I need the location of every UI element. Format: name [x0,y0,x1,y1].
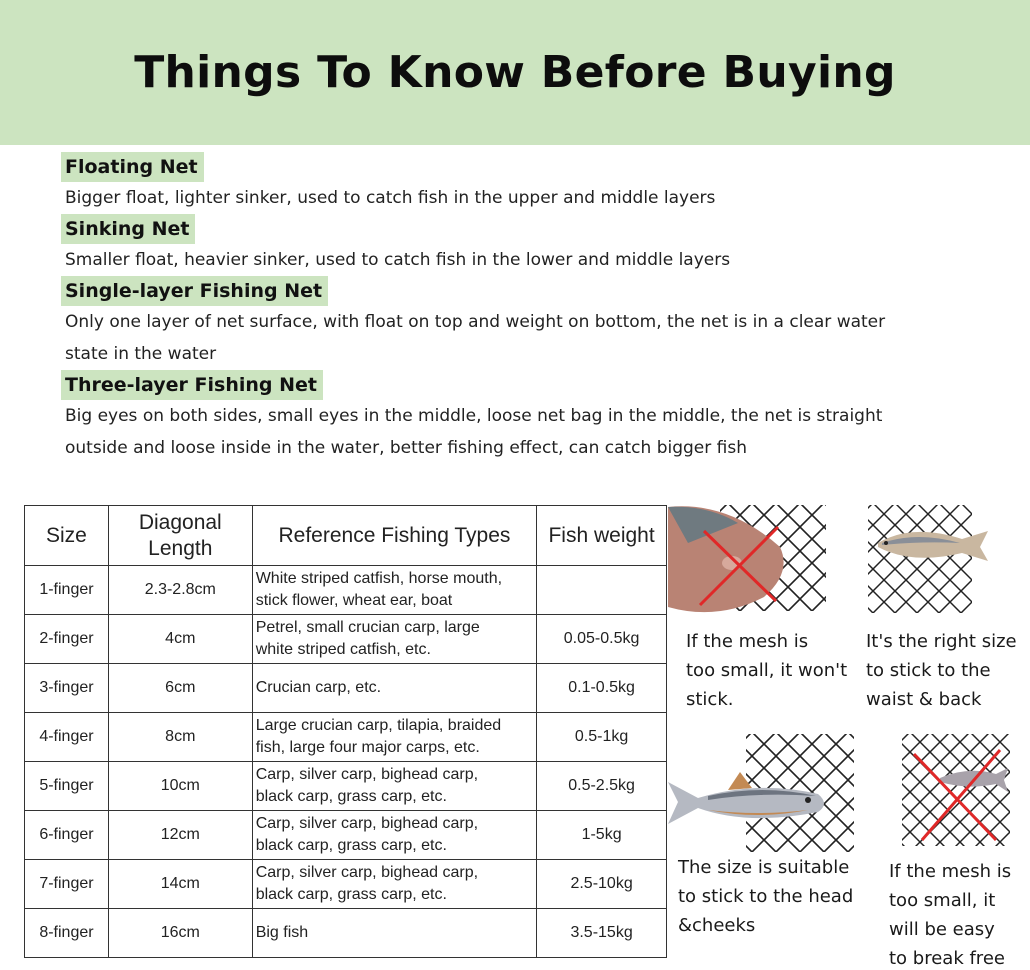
cell-size: 7-finger [25,860,109,909]
page-title: Things To Know Before Buying [134,47,896,98]
cell-length: 14cm [108,860,252,909]
table-row [25,860,667,909]
cell-fishing-types: Petrel, small crucian carp, large white striped catfish, etc. [252,615,536,664]
cell-length: 2.3-2.8cm [108,566,252,615]
table-header-row [25,506,667,566]
section-text-line: Only one layer of net surface, with float on top and weight on bottom, the net is in a clear water [65,312,886,332]
cell-fishing-types: Large crucian carp, tilapia, braided fish, large four major carps, etc. [252,713,536,762]
cell-fishing-types: Carp, silver carp, bighead carp, black carp, grass carp, etc. [252,811,536,860]
cell-size: 1-finger [25,566,109,615]
cell-length: 16cm [108,909,252,958]
section-three-layer-net [61,370,1001,464]
header-size: Size [25,506,109,566]
net-mesh [868,505,972,613]
cell-length: 10cm [108,762,252,811]
section-text-line: state in the water [65,344,217,364]
cell-fishing-types: White striped catfish, horse mouth, stick flower, wheat ear, boat [252,566,536,615]
section-floating-net [61,152,1001,214]
cell-length: 8cm [108,713,252,762]
header-diagonal-length: Diagonal Length [108,506,252,566]
caption-suitable-size [678,853,853,940]
caption-line: It's the right size [866,631,1017,652]
caption-line: stick. [686,689,734,710]
section-heading: Single-layer Fishing Net [61,276,328,306]
cell-fishing-types: Carp, silver carp, bighead carp, black carp, grass carp, etc. [252,762,536,811]
table-row [25,615,667,664]
table-row [25,664,667,713]
cell-weight: 0.5-1kg [537,713,667,762]
illustration-right-size-waist [862,503,994,615]
cell-weight: 0.05-0.5kg [537,615,667,664]
section-text-line: Big eyes on both sides, small eyes in the middle, loose net bag in the middle, the net is straight [65,406,883,426]
caption-line: If the mesh is [686,631,809,652]
illustration-mesh-too-small-head [668,503,828,615]
header-reference-fishing-types: Reference Fishing Types [252,506,536,566]
cell-length: 12cm [108,811,252,860]
illustration-suitable-size-head [668,732,858,854]
cell-weight [537,566,667,615]
caption-line: &cheeks [678,915,756,936]
section-sinking-net [61,214,1001,276]
caption-line: to stick to the [866,660,991,681]
table-row [25,909,667,958]
table-row [25,762,667,811]
section-text-line: Bigger float, lighter sinker, used to catch fish in the upper and middle layers [65,188,716,208]
fish-eye-image [805,797,811,803]
caption-line: to stick to the head [678,886,854,907]
section-heading: Floating Net [61,152,204,182]
section-text-line: outside and loose inside in the water, better fishing effect, can catch bigger fish [65,438,747,458]
cell-weight: 3.5-15kg [537,909,667,958]
caption-line: waist & back [866,689,982,710]
caption-line: The size is suitable [678,857,850,878]
section-heading: Sinking Net [61,214,195,244]
cell-size: 3-finger [25,664,109,713]
caption-mesh-too-small [686,627,847,714]
cell-size: 6-finger [25,811,109,860]
mesh-size-table [24,505,667,958]
cell-weight: 2.5-10kg [537,860,667,909]
caption-line: If the mesh is [889,861,1012,882]
caption-line: to break free [889,948,1005,969]
section-single-layer-net [61,276,1001,370]
table-row [25,713,667,762]
header-fish-weight: Fish weight [537,506,667,566]
section-text-line: Smaller float, heavier sinker, used to catch fish in the lower and middle layers [65,250,731,270]
cell-weight: 0.5-2.5kg [537,762,667,811]
caption-break-free [889,857,1011,970]
cell-length: 6cm [108,664,252,713]
caption-right-size [866,627,1017,714]
caption-line: too small, it [889,890,996,911]
cell-length: 4cm [108,615,252,664]
cell-weight: 1-5kg [537,811,667,860]
cell-weight: 0.1-0.5kg [537,664,667,713]
cell-size: 5-finger [25,762,109,811]
illustration-mesh-too-small-escape [900,732,1015,850]
title-banner [0,0,1030,145]
net-type-descriptions [61,152,1001,464]
cell-size: 8-finger [25,909,109,958]
caption-line: too small, it won't [686,660,848,681]
cell-fishing-types: Carp, silver carp, bighead carp, black carp, grass carp, etc. [252,860,536,909]
cell-fishing-types: Crucian carp, etc. [252,664,536,713]
section-heading: Three-layer Fishing Net [61,370,323,400]
table-row [25,566,667,615]
table-row [25,811,667,860]
fish-eye-image [884,541,888,545]
cell-size: 4-finger [25,713,109,762]
cell-size: 2-finger [25,615,109,664]
cell-fishing-types: Big fish [252,909,536,958]
caption-line: will be easy [889,919,995,940]
net-mesh [902,734,1010,846]
